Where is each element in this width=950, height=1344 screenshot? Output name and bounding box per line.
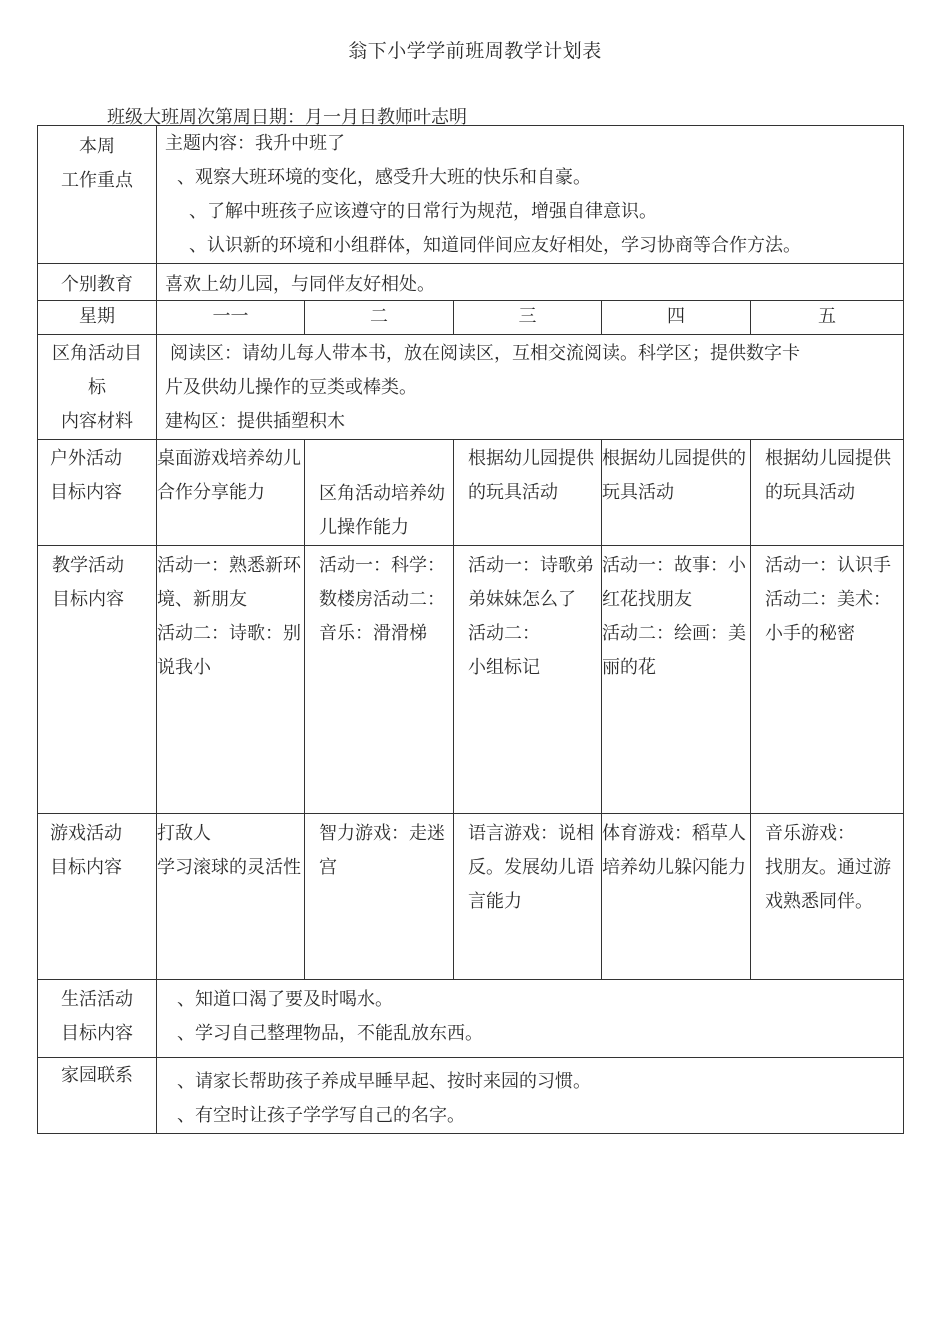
games-text: 打敌人 学习滚球的灵活性 <box>157 823 301 878</box>
home-label: 家园联系 <box>38 1058 157 1134</box>
teaching-cell <box>305 546 454 814</box>
outdoor-cell <box>751 440 904 546</box>
area-reading-text: 阅读区：请幼儿每人带本书，放在阅读区，互相交流阅读。科学区；提供数字卡 <box>170 343 800 364</box>
life-item: 、学习自己整理物品，不能乱放东西。 <box>177 1023 483 1044</box>
outdoor-cell <box>157 440 305 546</box>
games-cell <box>602 814 751 980</box>
life-row <box>38 980 904 1058</box>
focus-row <box>38 126 904 264</box>
games-cell <box>305 814 454 980</box>
teaching-text: 活动一：科学：数楼房活动二：音乐：滑滑梯 <box>319 555 445 644</box>
life-content-cell <box>157 980 904 1058</box>
teaching-text: 活动一：熟悉新环境、新朋友 活动二：诗歌：别说我小 <box>157 555 301 678</box>
games-text: 语言游戏：说相反。发展幼儿语言能力 <box>468 823 594 912</box>
focus-content-cell <box>157 126 904 264</box>
teaching-cell <box>454 546 602 814</box>
area-content-cell <box>157 335 904 440</box>
individual-content: 喜欢上幼儿园，与同伴友好相处。 <box>157 264 904 301</box>
weekday-header: 三 <box>454 301 602 335</box>
teaching-text: 活动一：认识手 活动二：美术：小手的秘密 <box>765 555 891 644</box>
outdoor-cell <box>602 440 751 546</box>
weekday-header: 二 <box>305 301 454 335</box>
games-text: 智力游戏：走迷宫 <box>319 823 445 878</box>
outdoor-cell <box>454 440 602 546</box>
life-label-cell <box>38 980 157 1058</box>
teaching-cell <box>751 546 904 814</box>
outdoor-text: 桌面游戏培养幼儿合作分享能力 <box>157 448 301 503</box>
outdoor-text: 根据幼儿园提供的玩具活动 <box>602 448 746 503</box>
home-item: 、有空时让孩子学学写自己的名字。 <box>177 1105 465 1126</box>
weekday-label: 星期 <box>38 301 157 335</box>
teaching-label-line2: 目标内容 <box>52 589 124 610</box>
games-row <box>38 814 904 980</box>
games-label-line1: 游戏活动 <box>50 823 122 844</box>
area-building-text: 建构区：提供插塑积木 <box>165 411 345 432</box>
weekday-header: 五 <box>751 301 904 335</box>
games-text: 音乐游戏： 找朋友。通过游戏熟悉同伴。 <box>765 823 891 912</box>
area-label-cell <box>38 335 157 440</box>
focus-item: 、观察大班环境的变化，感受升大班的快乐和自豪。 <box>177 167 591 188</box>
focus-item: 、认识新的环境和小组群体，知道同伴间应友好相处，学习协商等合作方法。 <box>189 235 801 256</box>
home-item: 、请家长帮助孩子养成早睡早起、按时来园的习惯。 <box>177 1071 591 1092</box>
games-cell <box>454 814 602 980</box>
life-label-line2: 目标内容 <box>61 1023 133 1044</box>
outdoor-row <box>38 440 904 546</box>
teaching-cell <box>602 546 751 814</box>
weekday-header: 四 <box>602 301 751 335</box>
teaching-label-cell <box>38 546 157 814</box>
area-science-text: 片及供幼儿操作的豆类或棒类。 <box>165 377 417 398</box>
outdoor-text: 区角活动培养幼儿操作能力 <box>319 483 445 538</box>
games-label-line2: 目标内容 <box>50 857 122 878</box>
teaching-cell <box>157 546 305 814</box>
home-content-cell <box>157 1058 904 1134</box>
area-label-line1: 区角活动目 <box>52 343 142 364</box>
outdoor-text: 根据幼儿园提供的玩具活动 <box>765 448 891 503</box>
games-cell <box>751 814 904 980</box>
games-text: 体育游戏：稻草人培养幼儿躲闪能力 <box>602 823 746 878</box>
area-label-line3: 内容材料 <box>61 411 133 432</box>
class-info-line: 班级大班周次第周日期：月一月日教师叶志明 <box>107 107 467 128</box>
weekday-header: 一一 <box>157 301 305 335</box>
area-activity-row <box>38 335 904 440</box>
teaching-label-line1: 教学活动 <box>52 555 124 576</box>
outdoor-text: 根据幼儿园提供的玩具活动 <box>468 448 594 503</box>
games-cell <box>157 814 305 980</box>
individual-label: 个别教育 <box>38 264 157 301</box>
weekly-plan-table <box>37 125 904 1134</box>
life-item: 、知道口渴了要及时喝水。 <box>177 989 393 1010</box>
life-label-line1: 生活活动 <box>61 989 133 1010</box>
focus-label-line2: 工作重点 <box>61 170 133 191</box>
outdoor-label-line2: 目标内容 <box>50 482 122 503</box>
focus-label-line1: 本周 <box>79 136 115 157</box>
games-label-cell <box>38 814 157 980</box>
outdoor-cell <box>305 440 454 546</box>
home-row <box>38 1058 904 1134</box>
area-label-line2: 标 <box>88 377 106 398</box>
individual-row <box>38 264 904 301</box>
focus-label-cell <box>38 126 157 264</box>
teaching-row <box>38 546 904 814</box>
outdoor-label-cell <box>38 440 157 546</box>
focus-theme: 主题内容：我升中班了 <box>165 133 345 154</box>
teaching-text: 活动一：诗歌弟弟妹妹怎么了 活动二： 小组标记 <box>468 555 594 678</box>
teaching-text: 活动一：故事：小红花找朋友 活动二：绘画：美丽的花 <box>602 555 746 678</box>
weekday-header-row <box>38 301 904 335</box>
document-title: 翁下小学学前班周教学计划表 <box>348 40 602 62</box>
focus-item: 、了解中班孩子应该遵守的日常行为规范，增强自律意识。 <box>189 201 657 222</box>
outdoor-label-line1: 户外活动 <box>50 448 122 469</box>
